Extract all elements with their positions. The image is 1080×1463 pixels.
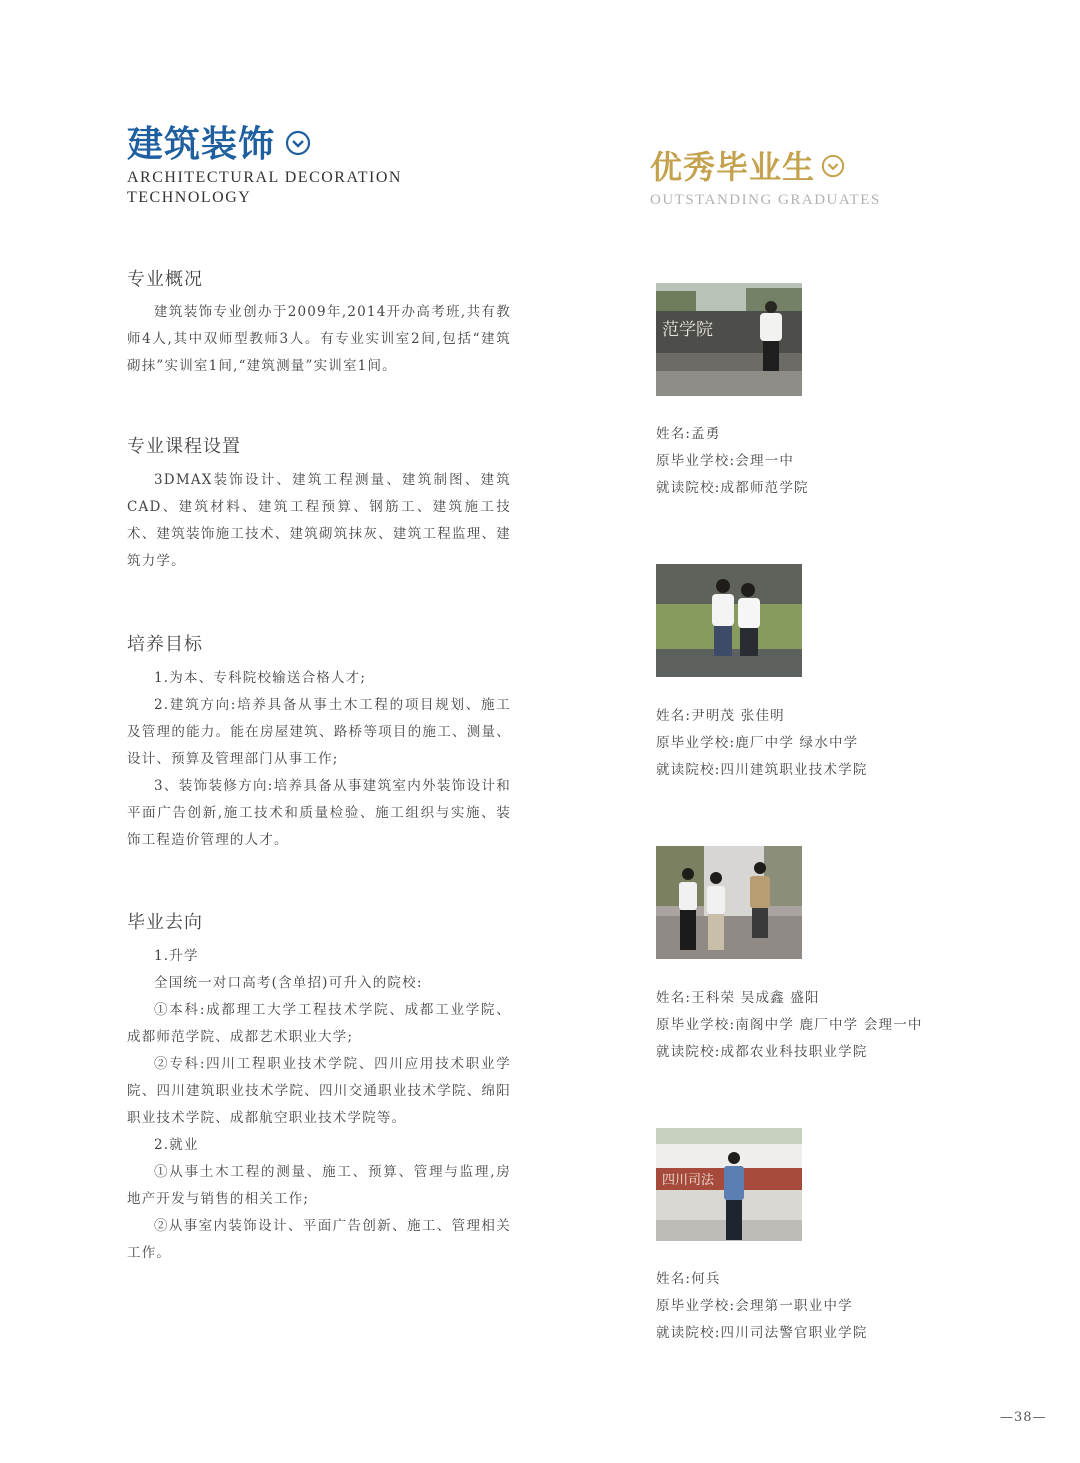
graduate-college: 就读院校:四川建筑职业技术学院	[656, 762, 868, 778]
section-title-text: 建筑装饰	[127, 123, 276, 165]
graduate-college: 就读院校:成都师范学院	[656, 480, 809, 496]
courses-paragraph: 3DMAX装饰设计、建筑工程测量、建筑制图、建筑CAD、建筑材料、建筑工程预算、钢筋工、建筑施工技术、建筑装饰施工技术、建筑砌筑抹灰、建筑工程监理、建筑力学。	[127, 472, 511, 569]
destination-line: ①本科:成都理工大学工程技术学院、成都工业学院、成都师范学院、成都艺术职业大学;	[127, 1002, 511, 1045]
destination-line: ②从事室内装饰设计、平面广告创新、施工、管理相关工作。	[127, 1218, 511, 1261]
destination-heading: 毕业去向	[127, 912, 203, 933]
section-title	[127, 122, 311, 166]
goal-item: 2.建筑方向:培养具备从事土木工程的项目规划、施工及管理的能力。能在房屋建筑、路桥等项目的施工、测量、设计、预算及管理部门从事工作;	[127, 697, 511, 767]
graduate-school: 原毕业学校:会理第一职业中学	[656, 1298, 853, 1314]
destination-list	[127, 943, 511, 1267]
graduates-title-text: 优秀毕业生	[650, 148, 816, 186]
graduate-info	[656, 703, 868, 784]
section-subtitle-line1: ARCHITECTURAL DECORATION	[127, 169, 402, 186]
graduates-subtitle: OUTSTANDING GRADUATES	[650, 192, 881, 208]
graduate-college: 就读院校:四川司法警官职业学院	[656, 1325, 868, 1341]
page-number: —38—	[1000, 1410, 1047, 1425]
graduate-name: 姓名:孟勇	[656, 426, 721, 442]
chevron-circle-icon	[821, 147, 845, 187]
graduate-school: 原毕业学校:鹿厂中学 绿水中学	[656, 735, 859, 751]
chevron-circle-icon	[285, 122, 311, 166]
graduate-photo	[656, 283, 802, 396]
graduate-info	[656, 1266, 868, 1347]
destination-line: 全国统一对口高考(含单招)可升入的院校:	[154, 975, 423, 991]
goal-item: 1.为本、专科院校输送合格人才;	[154, 670, 367, 686]
graduates-title	[650, 147, 845, 187]
section-subtitle-line2: TECHNOLOGY	[127, 189, 252, 206]
destination-line: ①从事土木工程的测量、施工、预算、管理与监理,房地产开发与销售的相关工作;	[127, 1164, 511, 1207]
photo-sign-text: 范学院	[662, 320, 713, 340]
graduate-school: 原毕业学校:会理一中	[656, 453, 795, 469]
overview-text	[127, 299, 511, 380]
destination-line: 1.升学	[154, 948, 199, 964]
courses-text	[127, 467, 511, 575]
graduate-info	[656, 421, 809, 502]
graduate-photo	[656, 846, 802, 959]
graduate-info	[656, 985, 923, 1066]
courses-heading: 专业课程设置	[127, 436, 241, 457]
goal-item: 3、装饰装修方向:培养具备从事建筑室内外装饰设计和平面广告创新,施工技术和质量检验、施工组织与实施、装饰工程造价管理的人才。	[127, 778, 511, 848]
overview-heading: 专业概况	[127, 269, 203, 290]
graduate-college: 就读院校:成都农业科技职业学院	[656, 1044, 868, 1060]
graduate-school: 原毕业学校:南阁中学 鹿厂中学 会理一中	[656, 1017, 923, 1033]
goals-heading: 培养目标	[127, 634, 203, 655]
photo-sign-text: 四川司法	[662, 1173, 715, 1188]
section-subtitle	[127, 168, 402, 208]
graduate-photo	[656, 564, 802, 677]
graduate-photo	[656, 1128, 802, 1241]
overview-paragraph: 建筑装饰专业创办于2009年,2014开办高考班,共有教师4人,其中双师型教师3人。有专业实训室2间,包括“建筑砌抹”实训室1间,“建筑测量”实训室1间。	[127, 304, 511, 374]
destination-line: ②专科:四川工程职业技术学院、四川应用技术职业学院、四川建筑职业技术学院、四川交通职业技术学院、绵阳职业技术学院、成都航空职业技术学院等。	[127, 1056, 511, 1126]
graduate-name: 姓名:王科荣 吴成鑫 盛阳	[656, 990, 820, 1006]
goals-list	[127, 665, 511, 854]
graduate-name: 姓名:尹明茂 张佳明	[656, 708, 785, 724]
graduate-name: 姓名:何兵	[656, 1271, 721, 1287]
destination-line: 2.就业	[154, 1137, 199, 1153]
